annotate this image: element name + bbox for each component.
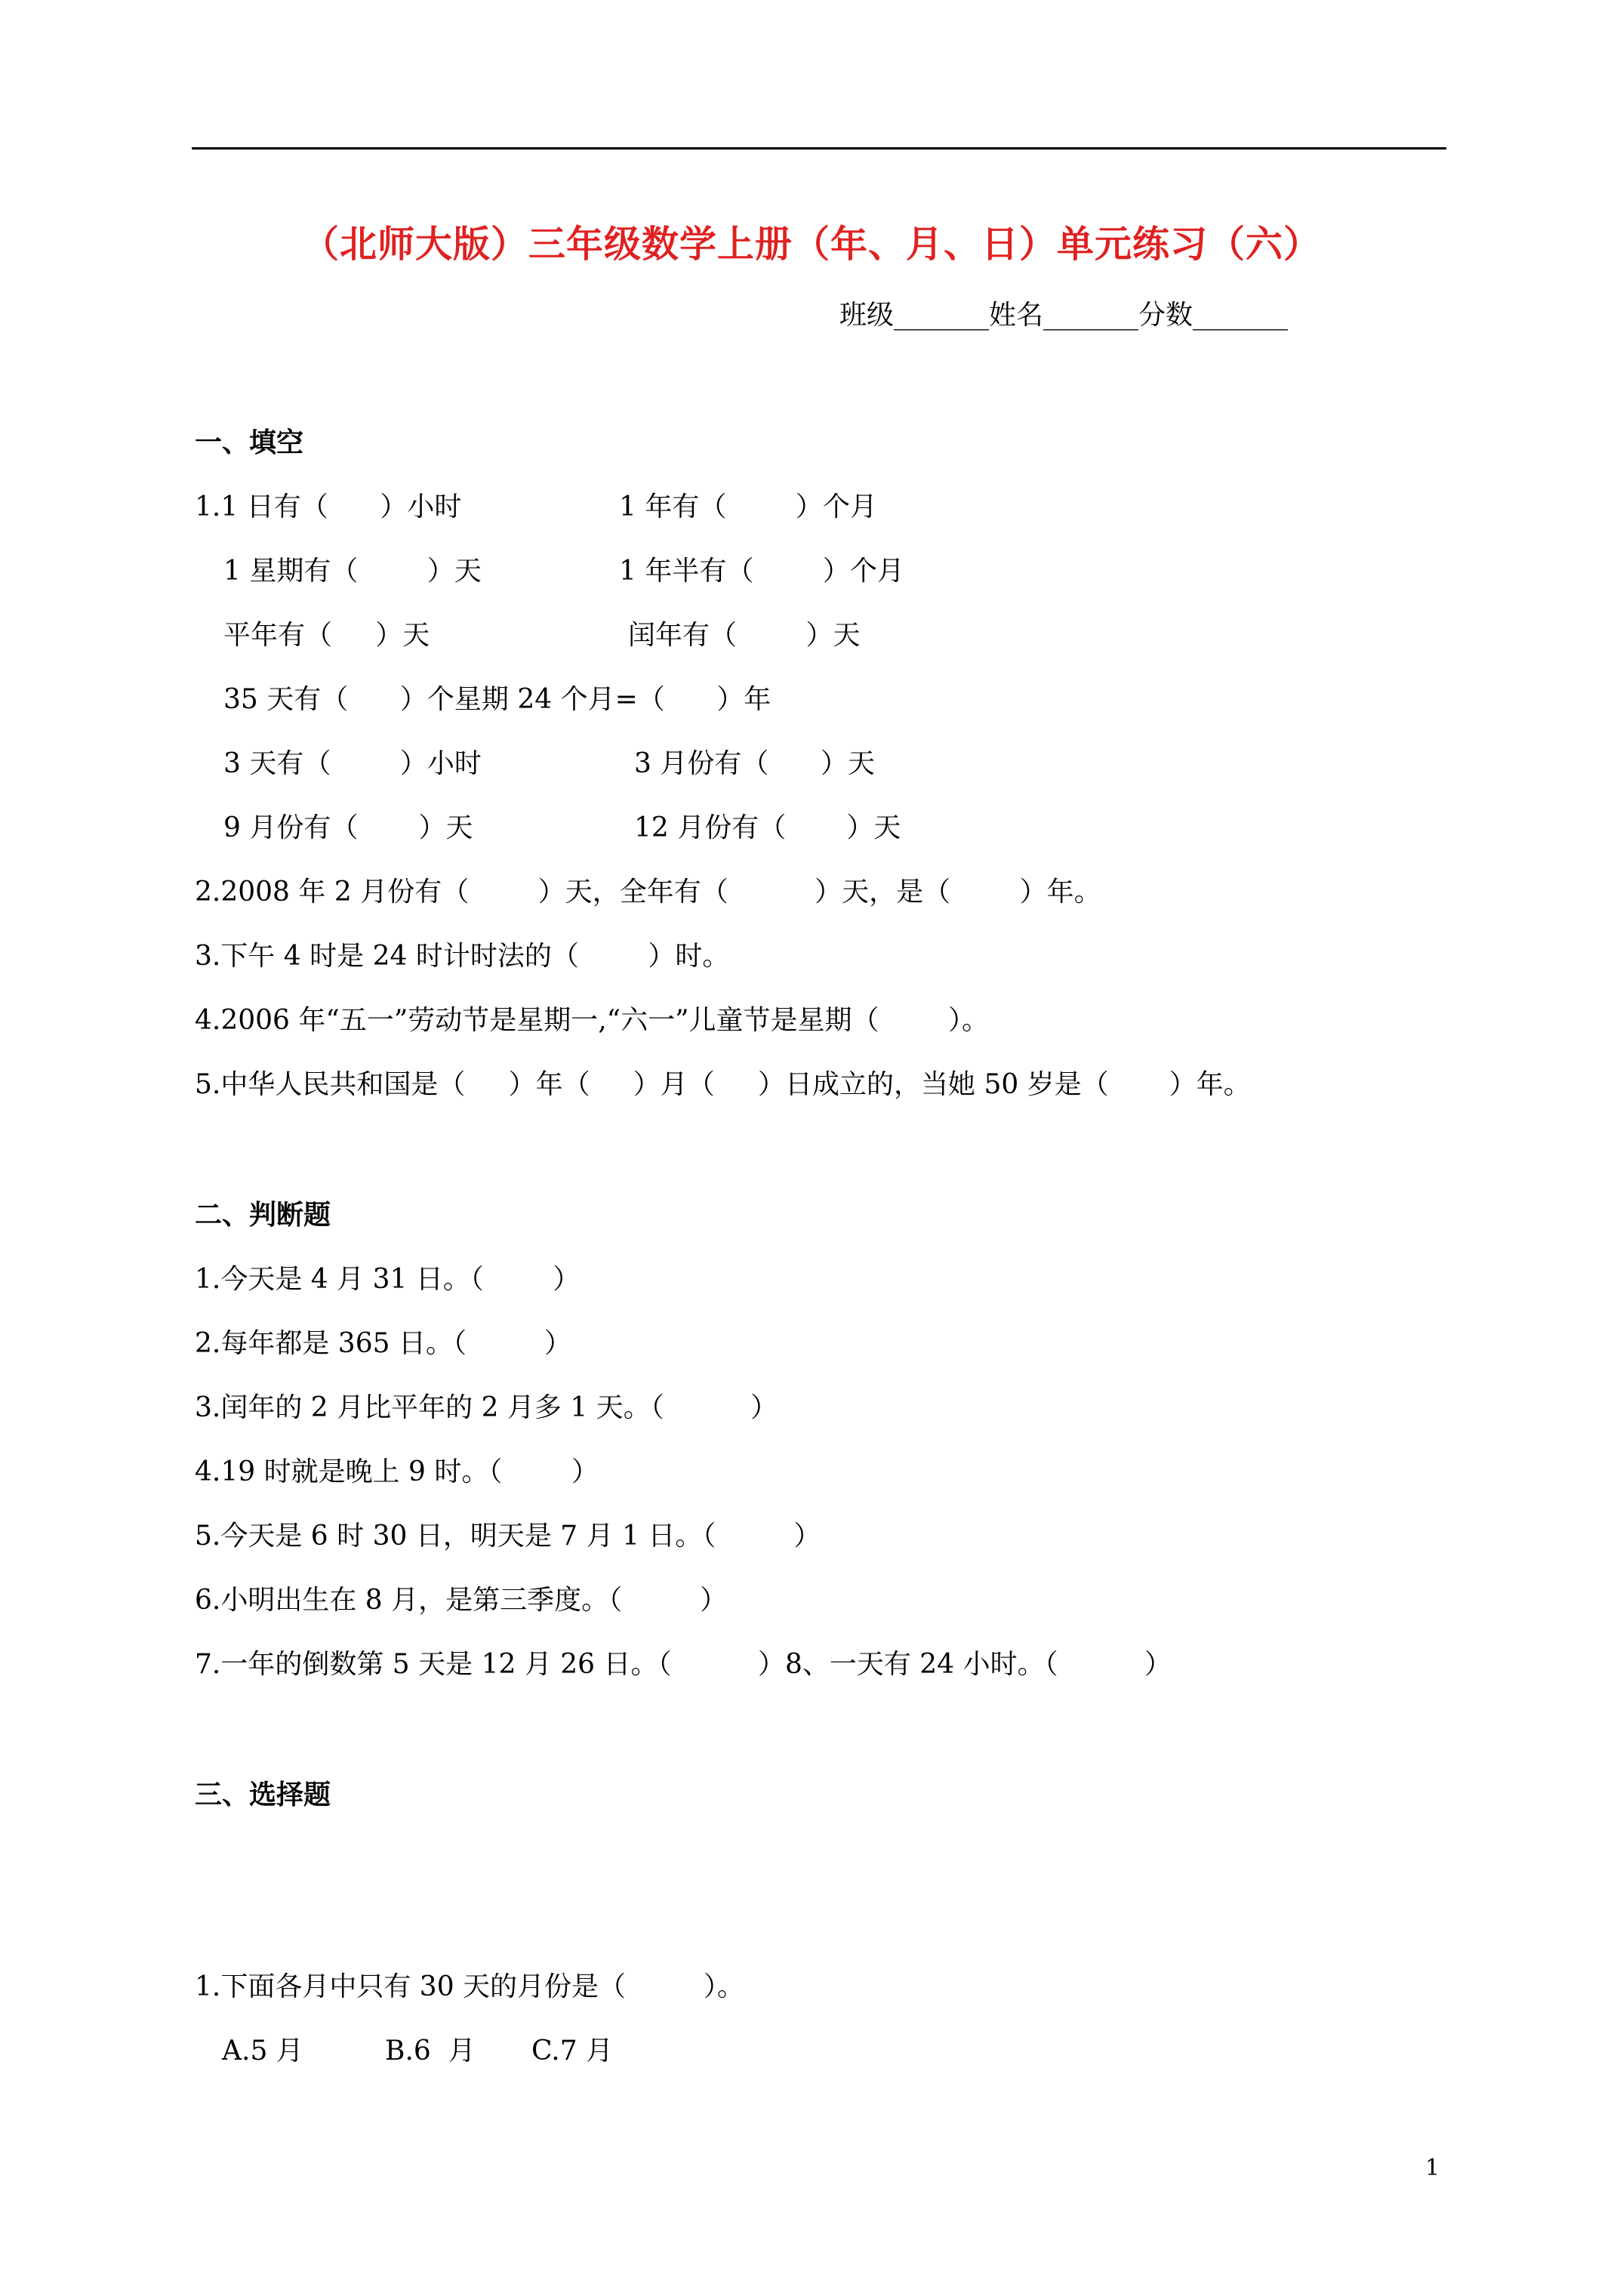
- judge-item-2: 2.每年都是 365 日。（ ）: [195, 1328, 571, 1359]
- document-title: （北师大版）三年级数学上册（年、月、日）单元练习（六）: [301, 222, 1321, 266]
- judge-item-6: 6.小明出生在 8 月，是第三季度。（ ）: [195, 1585, 728, 1616]
- header-rule: [192, 147, 1446, 149]
- judge-item-3: 3.闰年的 2 月比平年的 2 月多 1 天。（ ）: [195, 1392, 778, 1423]
- fill-line-6a: 9 月份有（ ）天: [223, 812, 473, 843]
- choice-question-1: 1.下面各月中只有 30 天的月份是（ ）。: [195, 1971, 745, 2002]
- fill-line-4a: 35 天有（ ）个星期 24 个月=（ ）年: [223, 684, 771, 715]
- fill-line-1a: 1.1 日有（ ）小时: [195, 492, 462, 522]
- fill-question-2: 2.2008 年 2 月份有（ ）天，全年有（ ）天，是（ ）年。: [195, 877, 1101, 908]
- fill-line-5a: 3 天有（ ）小时: [223, 748, 482, 779]
- fill-line-5b: 3 月份有（ ）天: [634, 748, 876, 779]
- section-heading-fill-blank: 一、填空: [195, 427, 304, 458]
- fill-line-2b: 1 年半有（ ）个月: [619, 556, 904, 587]
- fill-question-4: 4.2006 年“五一”劳动节是星期一,“六一”儿童节是星期（ ）。: [195, 1005, 990, 1036]
- student-info-line: 班级_______姓名_______分数_______: [839, 300, 1289, 331]
- fill-line-3a: 平年有（ ）天: [223, 620, 430, 651]
- section-heading-multiple-choice: 三、选择题: [195, 1779, 331, 1811]
- fill-question-5: 5.中华人民共和国是（ ）年（ ）月（ ）日成立的，当她 50 岁是（ ）年。: [195, 1069, 1251, 1100]
- judge-item-4: 4.19 时就是晚上 9 时。（ ）: [195, 1456, 599, 1487]
- judge-item-1: 1.今天是 4 月 31 日。（ ）: [195, 1264, 581, 1295]
- fill-line-6b: 12 月份有（ ）天: [634, 812, 901, 843]
- choice-option-a: A.5 月: [222, 2036, 303, 2066]
- fill-line-3b: 闰年有（ ）天: [628, 620, 861, 651]
- fill-line-2a: 1 星期有（ ）天: [223, 556, 482, 587]
- choice-option-c: C.7 月: [531, 2036, 614, 2066]
- section-heading-true-false: 二、判断题: [195, 1199, 331, 1231]
- judge-item-5: 5.今天是 6 时 30 日，明天是 7 月 1 日。（ ）: [195, 1521, 821, 1552]
- judge-item-7-8: 7.一年的倒数第 5 天是 12 月 26 日。（ ）8、一天有 24 小时。（ ）: [195, 1649, 1172, 1680]
- page-number: 1: [1425, 2155, 1440, 2181]
- fill-question-3: 3.下午 4 时是 24 时计时法的（ ）时。: [195, 941, 730, 972]
- fill-line-1b: 1 年有（ ）个月: [619, 492, 877, 522]
- choice-option-b: B.6 月: [385, 2036, 476, 2066]
